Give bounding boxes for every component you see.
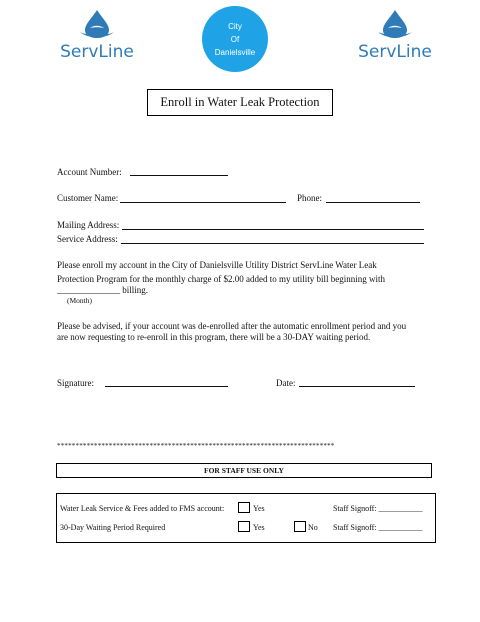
staff-signoff-1: Staff Signoff: ___________ — [333, 504, 423, 513]
fms-yes-checkbox[interactable] — [238, 502, 250, 513]
date-label: Date: — [276, 378, 296, 388]
logo-left-text: ServLine — [60, 42, 134, 62]
form-title: Enroll in Water Leak Protection — [147, 89, 333, 116]
phone-field[interactable] — [326, 192, 420, 203]
servline-logo-left — [52, 8, 142, 68]
fms-fees-label: Water Leak Service & Fees added to FMS account: — [60, 504, 225, 513]
seal-line-1: City — [228, 22, 242, 31]
staff-use-header: FOR STAFF USE ONLY — [56, 463, 432, 478]
date-field[interactable] — [299, 376, 415, 387]
service-address-label: Service Address: — [57, 234, 118, 244]
staff-use-box — [56, 493, 436, 543]
service-address-field[interactable] — [121, 233, 424, 244]
account-number-label: Account Number: — [57, 167, 122, 177]
seal-line-3: Danielsville — [214, 48, 256, 57]
separator-line: *************************************************************************** — [57, 442, 335, 450]
fms-yes-label: Yes — [253, 504, 265, 513]
city-seal — [202, 6, 268, 72]
enroll-paragraph-line-3: ______________ billing. — [57, 285, 149, 295]
water-drop-icon — [52, 8, 142, 42]
signature-field[interactable] — [105, 376, 228, 387]
enroll-paragraph-line-2: Protection Program for the monthly charge of $2.00 added to my utility bill beginning with — [57, 274, 386, 284]
month-hint: (Month) — [67, 296, 92, 305]
water-drop-icon — [350, 8, 440, 42]
waiting-period-label: 30-Day Waiting Period Required — [60, 523, 166, 532]
account-number-field[interactable] — [130, 165, 228, 176]
waiting-no-label: No — [308, 523, 318, 532]
waiting-no-checkbox[interactable] — [294, 521, 306, 532]
seal-line-2: Of — [230, 35, 240, 44]
advisory-paragraph-line-2: are now requesting to re-enroll in this program, there will be a 30-DAY waiting period. — [57, 332, 371, 342]
mailing-address-field[interactable] — [122, 219, 424, 230]
servline-logo-right — [350, 8, 440, 68]
logo-right-text: ServLine — [358, 42, 432, 62]
mailing-address-label: Mailing Address: — [57, 220, 120, 230]
customer-name-label: Customer Name: — [57, 193, 119, 203]
waiting-yes-checkbox[interactable] — [238, 521, 250, 532]
customer-name-field[interactable] — [120, 192, 286, 203]
phone-label: Phone: — [297, 193, 323, 203]
staff-signoff-2: Staff Signoff: ___________ — [333, 523, 423, 532]
signature-label: Signature: — [57, 378, 94, 388]
advisory-paragraph-line-1: Please be advised, if your account was de-enrolled after the automatic enrollment period and you — [57, 321, 407, 331]
enroll-paragraph-line-1: Please enroll my account in the City of Danielsville Utility District ServLine Water Leak — [57, 260, 377, 270]
waiting-yes-label: Yes — [253, 523, 265, 532]
